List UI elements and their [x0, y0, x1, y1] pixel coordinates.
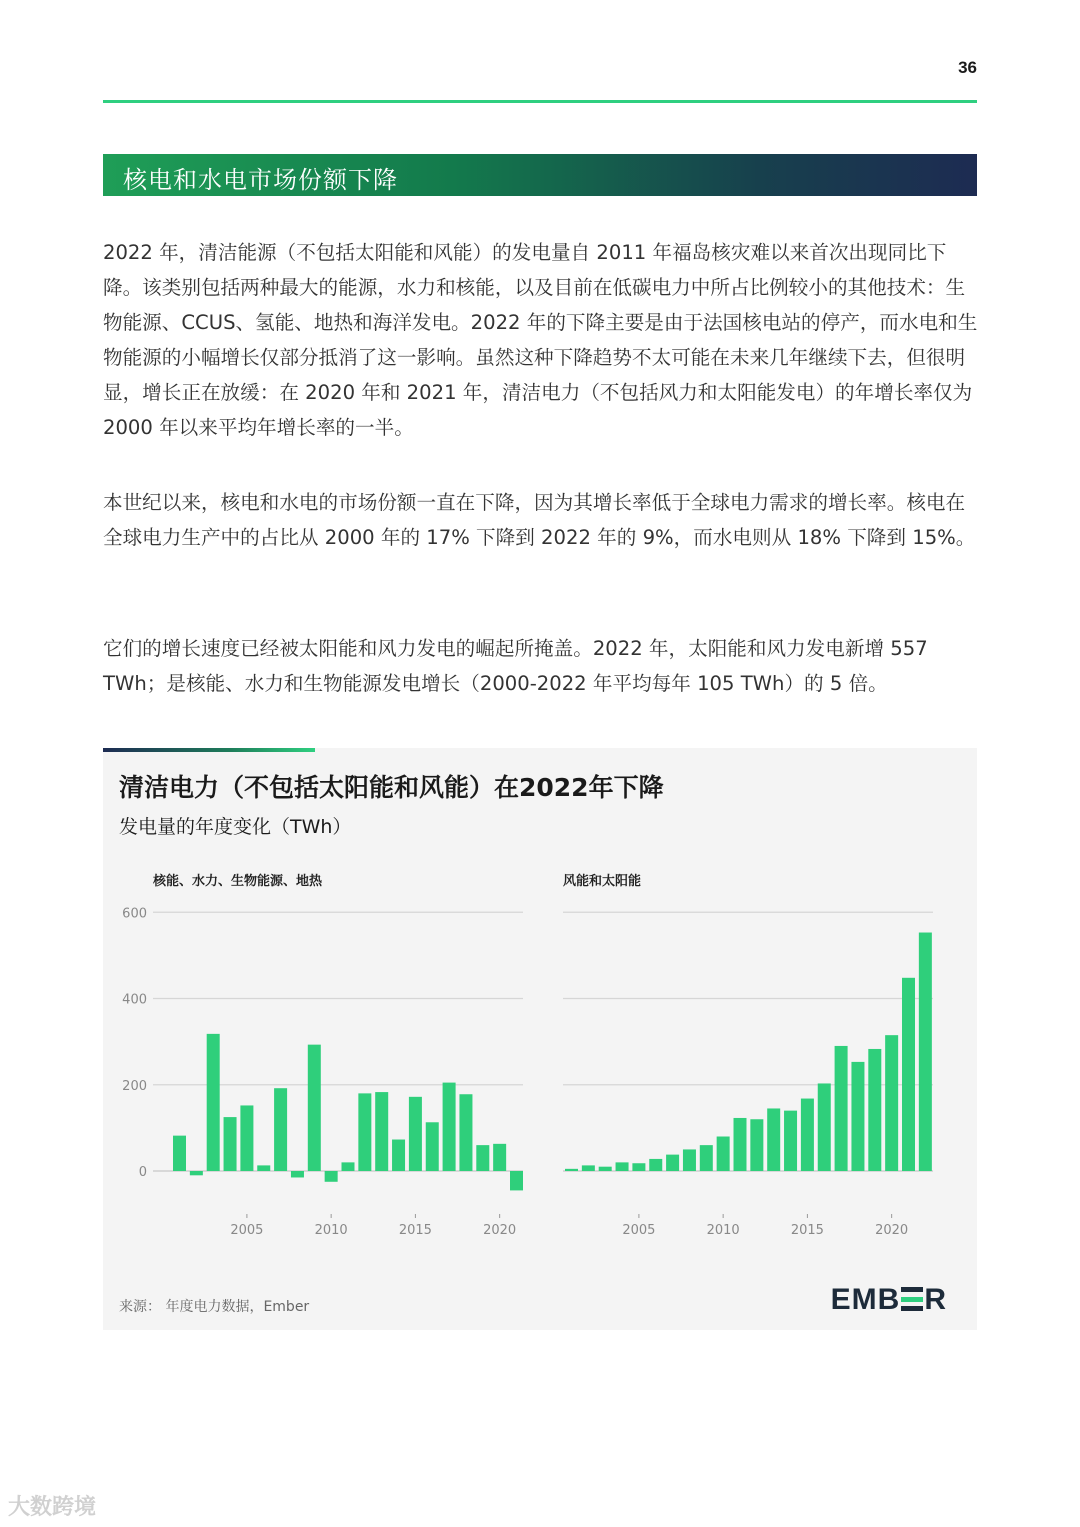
paragraph-1: 2022 年，清洁能源（不包括太阳能和风能）的发电量自 2011 年福岛核灾难以来首次出现同比下降。该类别包括两种最大的能源，水力和核能，以及目前在低碳电力中所占比例较小的其他技术：生物能源、CCUS、氢能、地热和海洋发电。2022 年的下降主要是由于法国核电站的停产，而水电和生物能源的小幅增长仅部分抵消了这一影响。虽然这种下降趋势不太可能在未来几年继续下去，但很明显，增长正在放缓：在 2020 年和 2021 年，清洁电力（不包括风力和太阳能发电）的年增长率仅为 2000 年以来平均年增长率的一半。 — [103, 241, 978, 439]
logo-e-mark — [901, 1287, 923, 1311]
bar — [392, 1140, 405, 1171]
bar — [851, 1062, 864, 1171]
x-tick-label: 2020 — [875, 1223, 909, 1238]
bar — [734, 1118, 747, 1171]
bar — [919, 933, 932, 1171]
paragraph-2: 本世纪以来，核电和水电的市场份额一直在下降，因为其增长率低于全球电力需求的增长率。核电在全球电力生产中的占比从 2000 年的 17% 下降到 2022 年的 9%，而水电则从 18% 下降到 15%。 — [103, 491, 976, 549]
panel-title-wind-solar: 风能和太阳能 — [563, 874, 642, 889]
bar — [801, 1099, 814, 1171]
bar-charts — [103, 748, 977, 1288]
bar — [375, 1092, 388, 1171]
page-number: 36 — [958, 58, 977, 77]
bar — [616, 1162, 629, 1171]
bar — [257, 1165, 270, 1171]
bar — [599, 1167, 612, 1171]
bar — [291, 1171, 304, 1177]
x-tick-label: 2005 — [230, 1223, 264, 1238]
bar — [173, 1136, 186, 1171]
bar — [902, 978, 915, 1171]
bar — [582, 1165, 595, 1171]
bar — [666, 1155, 679, 1171]
chart-title: 清洁电力（不包括太阳能和风能）在2022年下降 — [119, 773, 664, 802]
section-title: 核电和水电市场份额下降 — [123, 166, 398, 194]
bar — [426, 1122, 439, 1171]
bar — [274, 1088, 287, 1171]
chart-card — [103, 748, 977, 1330]
bar — [224, 1117, 237, 1171]
chart-subtitle: 发电量的年度变化（TWh） — [119, 816, 352, 838]
watermark: 大数跨境 — [8, 1495, 97, 1520]
bar — [476, 1145, 489, 1171]
x-tick-label: 2010 — [706, 1223, 740, 1238]
section-banner — [103, 154, 977, 196]
y-tick-label: 200 — [122, 1078, 147, 1094]
bar — [207, 1034, 220, 1171]
bar — [443, 1083, 456, 1171]
bar — [683, 1149, 696, 1171]
bar — [700, 1145, 713, 1171]
x-tick-label: 2020 — [483, 1223, 517, 1238]
bar — [565, 1169, 578, 1171]
bar — [459, 1094, 472, 1171]
bar — [649, 1159, 662, 1171]
bar — [325, 1171, 338, 1182]
chart-source: 来源： 年度电力数据，Ember — [119, 1299, 310, 1315]
bar — [493, 1144, 506, 1171]
paragraph-3: 它们的增长速度已经被太阳能和风力发电的崛起所掩盖。2022 年，太阳能和风力发电新增 557 TWh；是核能、水力和生物能源发电增长（2000-2022 年平均每年 105 TWh）的 5 倍。 — [103, 637, 928, 695]
bar — [885, 1035, 898, 1171]
bar — [342, 1162, 355, 1171]
bar — [358, 1093, 371, 1171]
bar — [784, 1111, 797, 1171]
bar — [767, 1108, 780, 1171]
x-tick-label: 2010 — [314, 1223, 348, 1238]
bar — [510, 1171, 523, 1190]
ember-logo: EMB R — [830, 1283, 947, 1316]
bar — [818, 1083, 831, 1171]
x-tick-label: 2005 — [622, 1223, 656, 1238]
bar — [190, 1171, 203, 1175]
panel-title-clean: 核能、水力、生物能源、地热 — [153, 874, 323, 889]
y-tick-label: 400 — [122, 992, 147, 1008]
x-tick-label: 2015 — [398, 1223, 432, 1238]
bar — [717, 1137, 730, 1172]
y-tick-label: 600 — [122, 906, 147, 922]
header-rule — [103, 100, 977, 103]
y-tick-label: 0 — [138, 1165, 147, 1180]
bar — [308, 1045, 321, 1171]
bar — [835, 1046, 848, 1171]
bar — [750, 1119, 763, 1171]
bar — [868, 1049, 881, 1171]
bar — [632, 1163, 645, 1171]
bar — [409, 1097, 422, 1171]
bar — [240, 1105, 253, 1171]
x-tick-label: 2015 — [790, 1223, 824, 1238]
